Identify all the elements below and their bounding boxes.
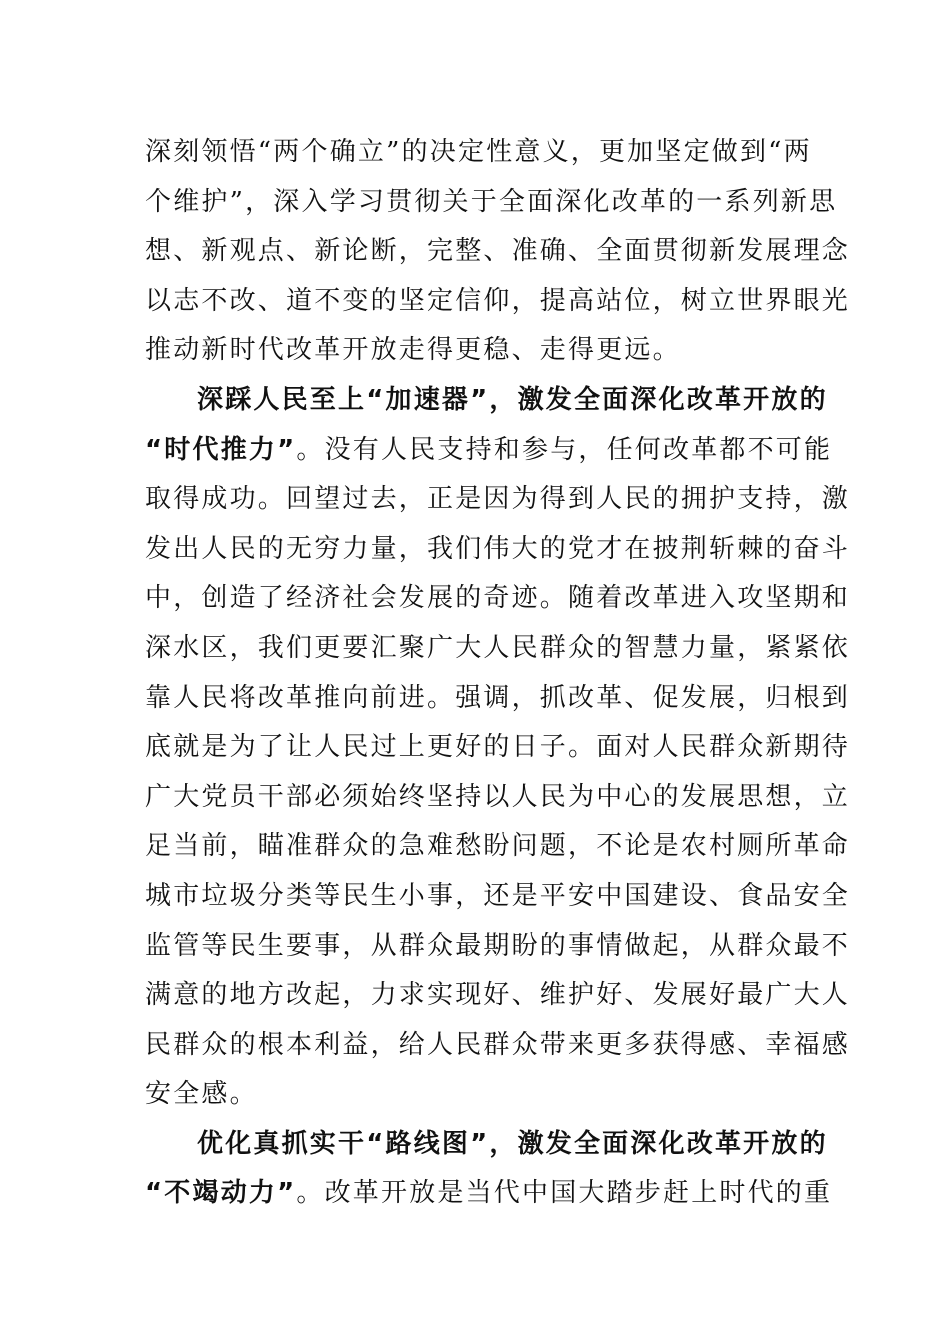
text-line: 民群众的根本利益，给人民群众带来更多获得感、幸福感 [145,1029,851,1060]
text-line: 以志不改、道不变的坚定信仰，提高站位，树立世界眼光 [145,285,851,316]
text-line [145,1169,833,1219]
text-line: 满意的地方改起，力求实现好、维护好、发展好最广大人 [145,980,851,1011]
section-heading-continued: “不竭动力” [145,1178,297,1209]
text-line: 安全感。 [145,1079,258,1110]
text-line: 深水区，我们更要汇聚广大人民群众的智慧力量，紧紧依 [145,632,851,663]
text-line: 个维护”，深入学习贯彻关于全面深化改革的一系列新思 [145,186,838,217]
text-span: 。没有人民支持和参与，任何改革都不可能 [296,434,833,465]
section-heading: 深踩人民至上“加速器”，激发全面深化改革开放的 [197,384,828,415]
text-line [145,426,833,476]
text-line: 城市垃圾分类等民生小事，还是平安中国建设、食品安全 [145,880,851,911]
section-heading-continued: “时代推力” [145,434,297,465]
text-span: 。改革开放是当代中国大踏步赶上时代的重 [296,1178,833,1209]
text-line: 底就是为了让人民过上更好的日子。面对人民群众新期待 [145,732,851,763]
text-line: 取得成功。回望过去，正是因为得到人民的拥护支持，激 [145,484,851,515]
text-line: 深刻领悟“两个确立”的决定性意义，更加坚定做到“两 [145,137,812,167]
text-line: 足当前，瞄准群众的急难愁盼问题，不论是农村厕所革命 [145,831,851,862]
text-line: 想、新观点、新论断，完整、准确、全面贯彻新发展理念 [145,236,851,267]
text-line: 广大党员干部必须始终坚持以人民为中心的发展思想，立 [145,781,851,812]
text-line: 中，创造了经济社会发展的奇迹。随着改革进入攻坚期和 [145,583,851,614]
text-line: 推动新时代改革开放走得更稳、走得更远。 [145,335,681,366]
text-line: 靠人民将改革推向前进。强调，抓改革、促发展，归根到 [145,682,851,713]
document-page [145,128,851,1219]
section-heading: 优化真抓实干“路线图”，激发全面深化改革开放的 [197,1128,828,1159]
text-line: 监管等民生要事，从群众最期盼的事情做起，从群众最不 [145,930,851,961]
text-line: 发出人民的无穷力量，我们伟大的党才在披荆斩棘的奋斗 [145,533,851,564]
